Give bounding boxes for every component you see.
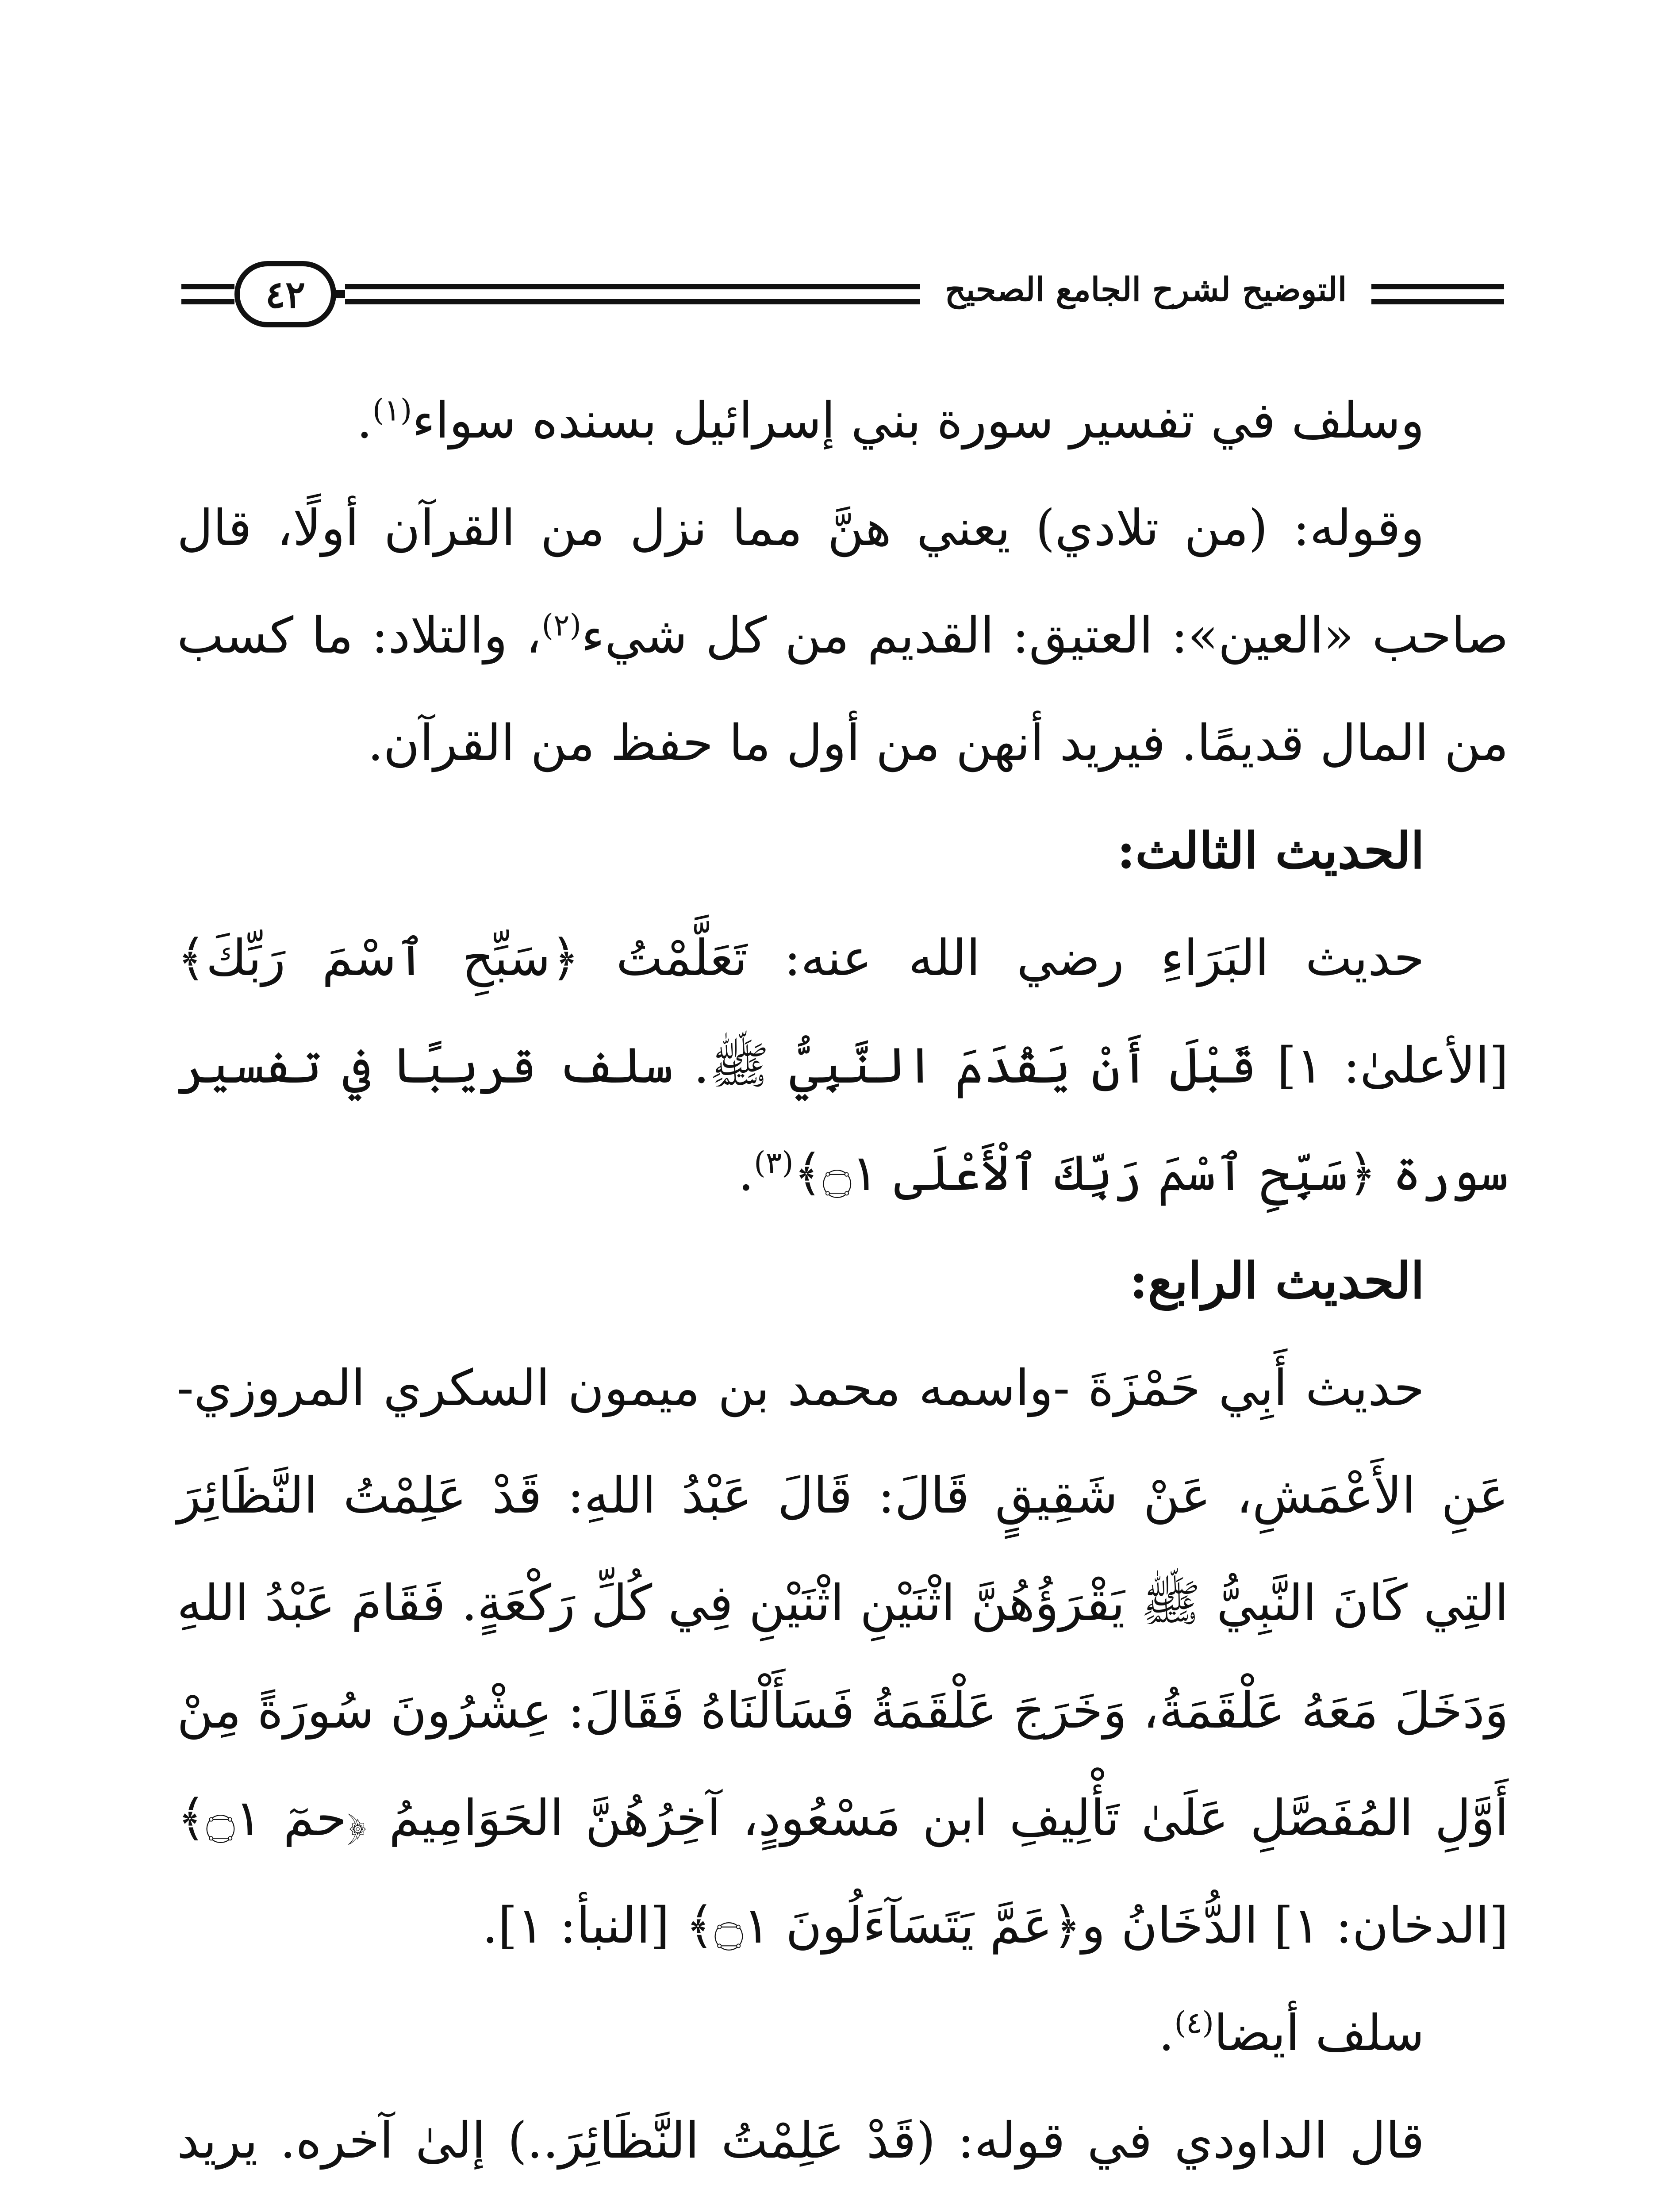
paragraph-5-end: . xyxy=(1158,2005,1175,2062)
paragraph-4: حديث أَبِي حَمْزَةَ -واسمه محمد بن ميمون السكري المروزي- عَنِ الأَعْمَشِ، عَنْ شَقِيقٍ قَالَ: قَالَ عَبْدُ اللهِ: قَدْ عَلِمْتُ النَّظَائِرَ التِي كَانَ النَّبِيُّ ﷺ يَقْرَؤُهُنَّ اثْنَيْنِ اثْنَيْنِ فِي كُلِّ رَكْعَةٍ. فَقَامَ عَبْدُ اللهِ وَدَخَلَ مَعَهُ عَلْقَمَةُ، وَخَرَجَ عَلْقَمَةُ فَسَأَلْنَاهُ فَقَالَ: عِشْرُونَ سُورَةً مِنْ أَوَّلِ المُفَصَّلِ عَلَىٰ تَأْلِيفِ ابن مَسْعُودٍ، آخِرُهُنَّ الحَوَامِيمُ ﴿حمٓ ۝١﴾ [الدخان: ١] الدُّخَانُ و﴿عَمَّ يَتَسَآءَلُونَ ۝١﴾ [النبأ: ١]. xyxy=(177,1359,1509,1955)
paragraph-2-text-a: وقوله: (من تلادي) يعني هنَّ مما نزل من القرآن أولًا، قال صاحب «العين»: العتيق: القديم من كل شيء xyxy=(177,499,1509,664)
page-header xyxy=(177,248,1509,341)
paragraph-3 xyxy=(177,905,1509,1227)
paragraph-3-text: حديث البَرَاءِ رضي الله عنه: تَعَلَّمْتُ ﴿سَبِّحِ ٱسْمَ رَبِّكَ﴾ [الأعلىٰ: ١] قَبْلَ أَنْ يَقْدَمَ النَّبِيُّ ﷺ. سلف قريبًا في تفسير سورة ﴿سَبِّحِ ٱسْمَ رَبِّكَ ٱلْأَعْلَى ۝١﴾ xyxy=(177,929,1509,1202)
paragraph-6: قال الداودي في قوله: (قَدْ عَلِمْتُ النَّظَائِرَ..) إلىٰ آخره. يريد xyxy=(177,2112,1424,2170)
footnote-ref-3[interactable]: (٣) xyxy=(754,1145,794,1181)
paragraph-2 xyxy=(177,475,1509,797)
running-title: التوضيح لشرح الجامع الصحيح xyxy=(944,271,1347,309)
paragraph-1 xyxy=(177,367,1509,475)
paragraph-5-text: سلف أيضا xyxy=(1214,2005,1424,2062)
paragraph-1-text: وسلف في تفسير سورة بني إسرائيل بسنده سواء xyxy=(412,392,1424,449)
heading-fourth-hadith: الحديث الرابع: xyxy=(1129,1252,1424,1310)
paragraph-1-end: . xyxy=(357,392,372,449)
header-rule-right xyxy=(1371,284,1504,304)
header-rule-left xyxy=(181,284,234,304)
paragraph-2-text-b: ، والتلاد: ما كسب من المال قديمًا. فيريد أنهن من أول ما حفظ من القرآن. xyxy=(177,607,1509,772)
footnote-ref-1[interactable]: (١) xyxy=(372,393,412,428)
paragraph-3-end: . xyxy=(738,1144,754,1202)
footnote-ref-4[interactable]: (٤) xyxy=(1174,2005,1214,2041)
main-text xyxy=(177,367,1509,2212)
paragraph-5 xyxy=(177,1980,1509,2087)
header-rule-middle xyxy=(345,284,920,304)
footnote-ref-2[interactable]: (٢) xyxy=(541,608,582,643)
page-number: ٤٢ xyxy=(265,272,306,316)
heading-third-hadith: الحديث الثالث: xyxy=(1117,822,1424,880)
page-number-badge xyxy=(234,261,336,327)
